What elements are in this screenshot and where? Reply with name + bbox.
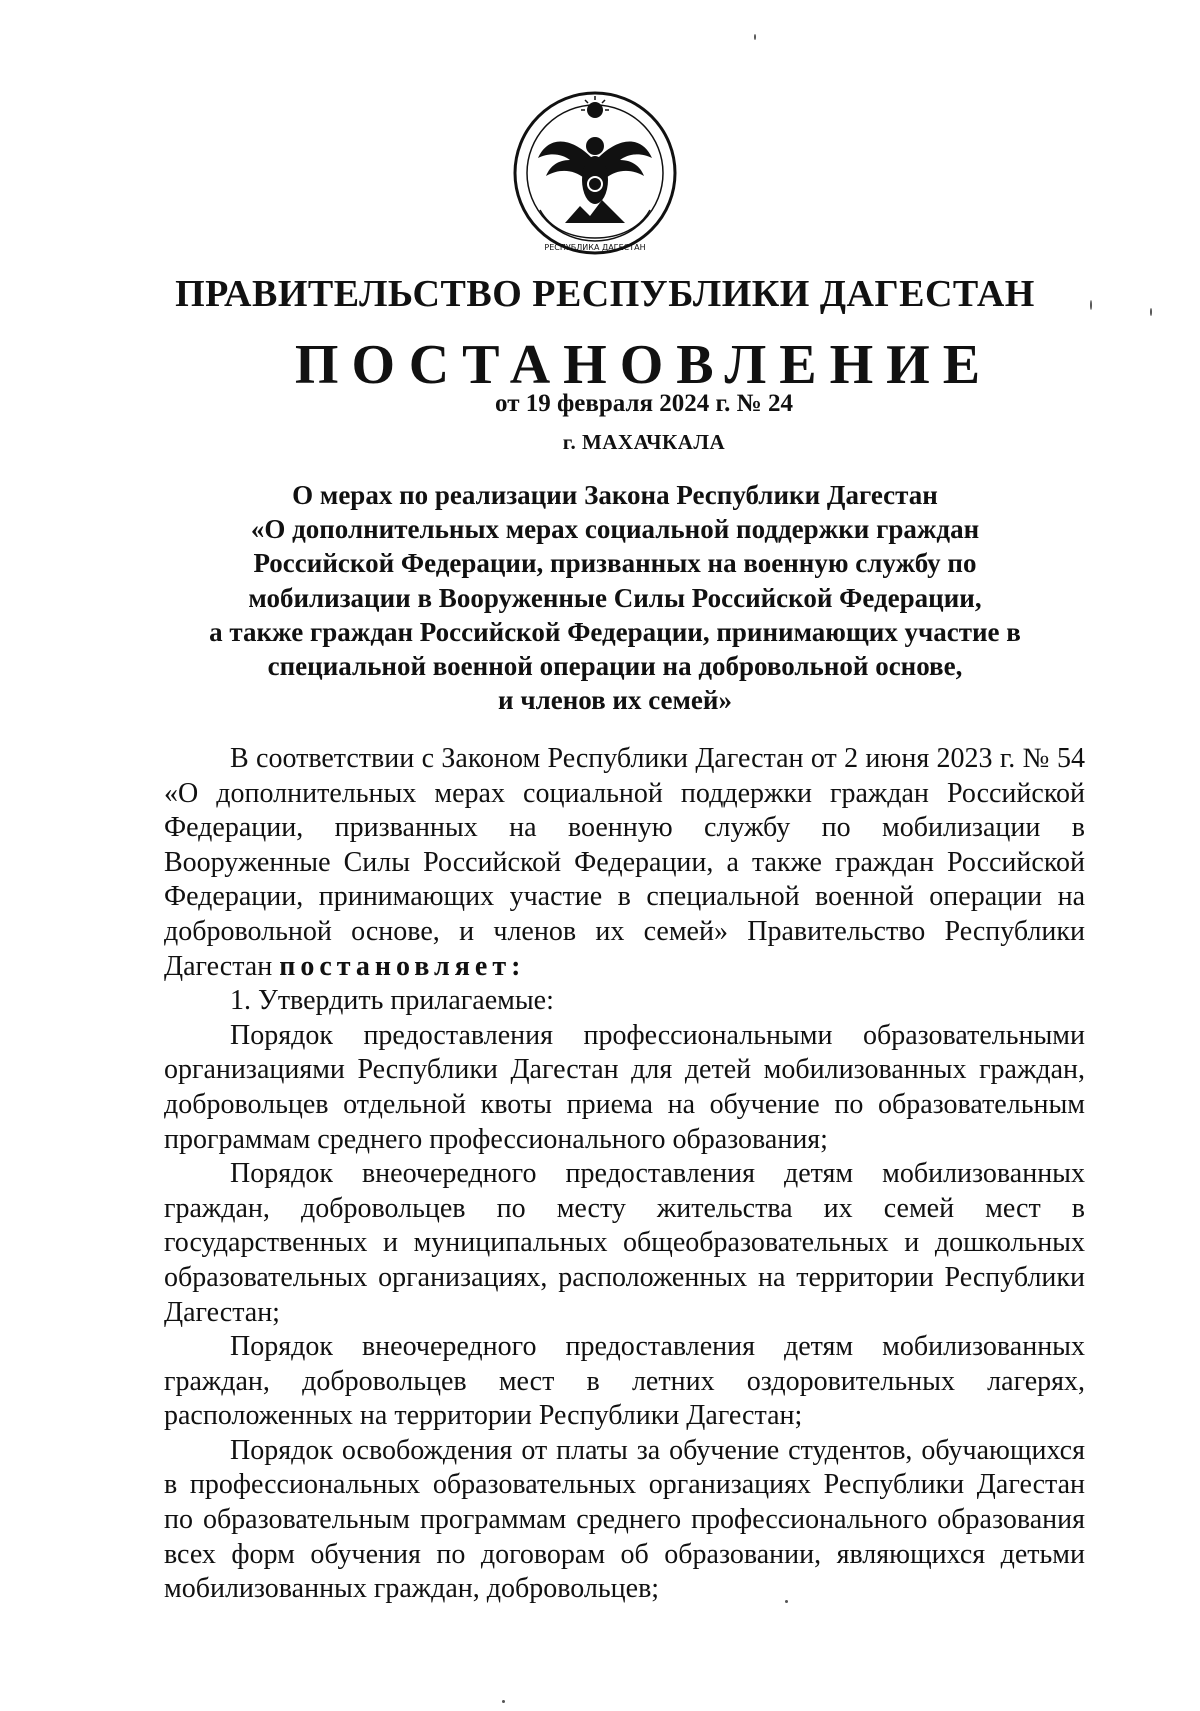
order-paragraph: Порядок освобождения от платы за обучение студентов, обучающихся в профессиональных образовательных организациях Республики Дагестан по образовательным программам среднего профессионального образования всех форм обучения по договорам об образовании, являющихся детьми мобилизованных граждан, добровольцев; bbox=[164, 1434, 1085, 1605]
document-type: ПОСТАНОВЛЕНИЕ bbox=[294, 334, 994, 396]
scan-speck bbox=[754, 34, 756, 40]
government-heading: ПРАВИТЕЛЬСТВО РЕСПУБЛИКИ ДАГЕСТАН bbox=[175, 273, 1035, 315]
order-paragraph: Порядок внеочередного предоставления детям мобилизованных граждан, добровольцев по месту жительства их семей мест в государственных и муниципальных общеобразовательных и дошкольных образовательных организациях, расположенных на территории Республики Дагестан; bbox=[164, 1158, 1085, 1328]
scan-speck bbox=[785, 1600, 788, 1603]
title-line: Российской Федерации, призванных на военную службу по bbox=[253, 548, 977, 579]
order-paragraph: Порядок внеочередного предоставления детям мобилизованных граждан, добровольцев мест в летних оздоровительных лагерях, расположенных на территории Республики Дагестан; bbox=[164, 1331, 1085, 1432]
svg-text:РЕСПУБЛИКА ДАГЕСТАН: РЕСПУБЛИКА ДАГЕСТАН bbox=[544, 243, 646, 252]
order-paragraph: Порядок предоставления профессиональными образовательными организациями Республики Дагестан для детей мобилизованных граждан, добровольцев отдельной квоты приема на обучение по образовательным программам среднего профессионального образования; bbox=[164, 1019, 1085, 1155]
title-line: «О дополнительных мерах социальной поддержки граждан bbox=[250, 514, 980, 545]
scan-speck bbox=[502, 1700, 505, 1703]
title-line: специальной военной операции на добровольной основе, bbox=[267, 651, 963, 682]
preamble-paragraph bbox=[164, 742, 1085, 984]
title-line: мобилизации в Вооруженные Силы Российской Федерации, bbox=[248, 582, 982, 613]
document-body bbox=[164, 742, 1085, 1607]
document-title bbox=[150, 478, 1080, 717]
scan-speck bbox=[1090, 300, 1092, 310]
title-line: и членов их семей» bbox=[498, 685, 732, 716]
title-line: а также граждан Российской Федерации, принимающих участие в bbox=[209, 616, 1021, 647]
title-line: О мерах по реализации Закона Республики Дагестан bbox=[292, 480, 938, 510]
document-date-number: от 19 февраля 2024 г. № 24 bbox=[495, 390, 793, 417]
scan-speck bbox=[1150, 308, 1152, 316]
item-paragraph: 1. Утвердить прилагаемые: bbox=[230, 985, 554, 1017]
dagestan-coat-of-arms-icon bbox=[510, 88, 680, 258]
decree-word: постановляет: bbox=[279, 950, 526, 982]
document-city: г. МАХАЧКАЛА bbox=[562, 430, 726, 454]
preamble-text: В соответствии с Законом Республики Дагестан от 2 июня 2023 г. № 54 «О дополнительных мерах социальной поддержки граждан Российской Федерации, призванных на военную службу по мобилизации в Вооруженные Силы Российской Федерации, а также граждан Российской Федерации, принимающих участие в специальной военной операции на добровольной основе, и членов их семей» Правительство Республики Дагестан bbox=[164, 743, 1085, 982]
